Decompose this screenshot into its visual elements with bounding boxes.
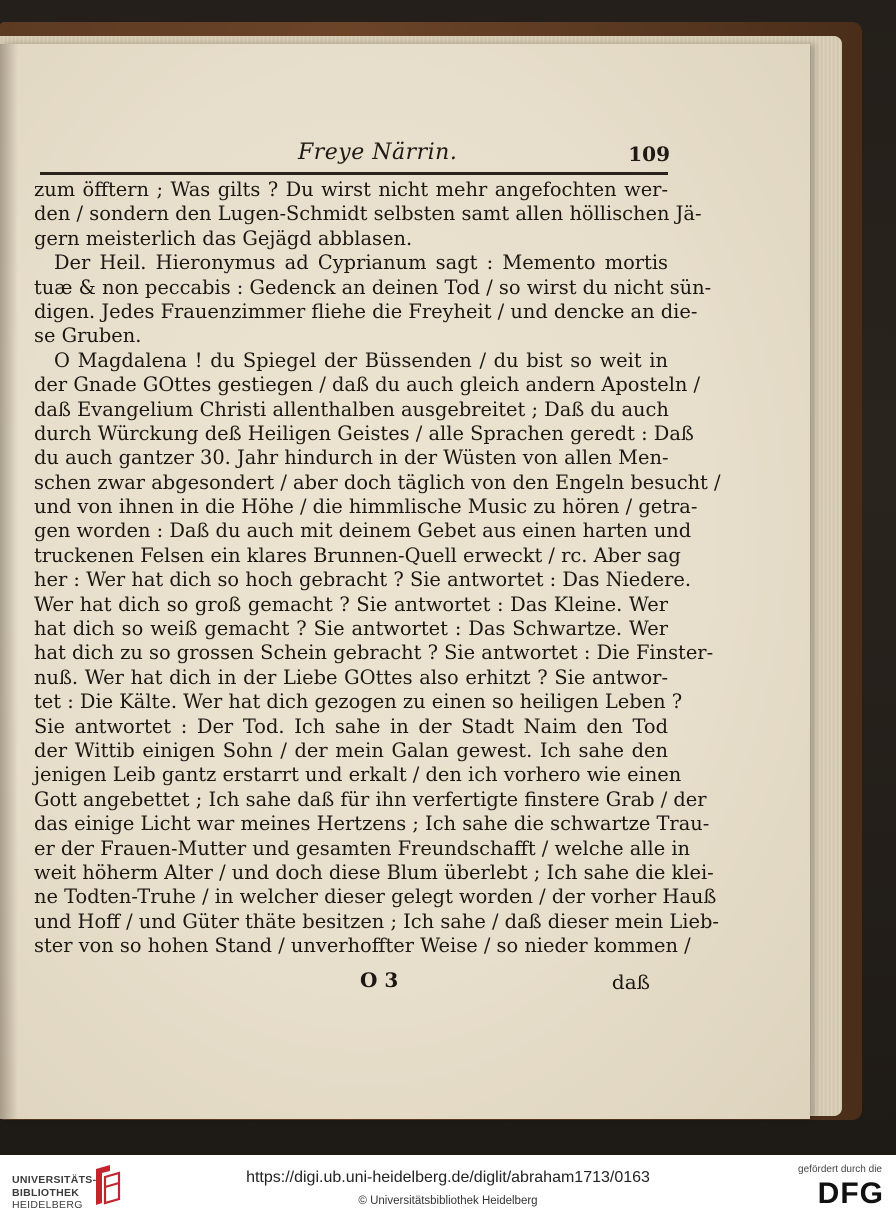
copyright-notice: © Universitätsbibliothek Heidelberg [358,1195,538,1207]
text-line: er der Frauen-Mutter und gesamten Freundschafft / welche alle in [34,836,691,860]
text-line: daß Evangelium Christi allenthalben ausgebreitet ; Daß du auch [34,397,669,421]
text-line: der Gnade GOttes gestiegen / daß du auch gleich andern Aposteln / [34,373,701,397]
text-line: und Hoff / und Güter thäte besitzen ; Ich sahe / daß dieser mein Lieb- [34,909,719,933]
text-line: O Magdalena ! du Spiegel der Büssenden / du bist so weit in [54,348,668,372]
text-line: ne Todten-Truhe / in welcher dieser gelegt worden / der vorher Hauß [34,885,717,909]
text-line: her : Wer hat dich so hoch gebracht ? Sie antwortet : Das Niedere. [34,568,692,592]
text-line: hat dich so weiß gemacht ? Sie antwortet : Das Schwartze. Wer [34,617,668,641]
text-line: nuß. Wer hat dich in der Liebe GOttes also erhitzt ? Sie antwor- [34,665,668,689]
text-line: durch Würckung deß Heiligen Geistes / alle Sprachen geredt : Daß [34,421,694,445]
text-line: und von ihnen in die Höhe / die himmlische Music zu hören / getra- [34,495,698,519]
logo-line-3: HEIDELBERG [12,1199,83,1211]
text-line: gen worden : Daß du auch mit deinem Gebet aus einen harten und [34,519,692,543]
text-line: schen zwar abgesondert / aber doch täglich von den Engeln besucht / [34,470,721,494]
viewer-footer-bar [0,1155,896,1220]
header-rule [40,172,668,175]
text-line: zum öfftern ; Was gilts ? Du wirst nicht mehr angefochten wer- [34,178,668,201]
running-title: Freye Närrin. [298,140,458,165]
text-line: Der Heil. Hieronymus ad Cyprianum sagt : Memento mortis [54,251,668,275]
body-text [34,178,721,959]
text-line: se Gruben. [34,324,142,348]
document-url-link[interactable]: https://digi.ub.uni-heidelberg.de/diglit/abraham1713/0163 [246,1169,650,1186]
text-line: der Wittib einigen Sohn / der mein Galan gewest. Ich sahe den [34,738,668,762]
page-number: 109 [628,142,670,166]
page-footer [34,968,650,998]
logo-line-2: BIBLIOTHEK [12,1186,80,1199]
text-line: jenigen Leib gantz erstarrt und erkalt / den ich vorhero wie einen [34,763,682,787]
text-line: tuæ & non peccabis : Gedenck an deinen Tod / so wirst du nicht sün- [34,275,712,299]
text-line: das einige Licht war meines Hertzens ; Ich sahe die schwartze Trau- [34,812,710,836]
text-line: truckenen Felsen ein klares Brunnen-Quell erweckt / rc. Aber sag [34,543,681,567]
dfg-logo[interactable]: DFG [817,1177,884,1210]
logo-line-1: UNIVERSITÄTS- [12,1174,97,1186]
text-line: digen. Jedes Frauenzimmer fliehe die Freyheit / und dencke an die- [34,299,698,323]
text-line: Sie antwortet : Der Tod. Ich sahe in der Stadt Naim den Tod [34,714,668,738]
text-line: gern meisterlich das Gejägd abblasen. [34,226,413,250]
catchword: daß [611,970,650,994]
text-line: tet : Die Kälte. Wer hat dich gezogen zu einen so heiligen Leben ? [34,690,683,714]
text-line: weit höherm Alter / und doch diese Blum überlebt ; Ich sahe die klei- [34,860,714,884]
text-line: du auch gantzer 30. Jahr hindurch in der Wüsten von allen Men- [34,446,669,470]
funded-by-label: gefördert durch die [798,1164,882,1175]
text-line: Wer hat dich so groß gemacht ? Sie antwortet : Das Kleine. Wer [34,592,668,616]
text-line: hat dich zu so grossen Schein gebracht ? Sie antwortet : Die Finster- [34,641,714,665]
page-gutter-shadow [0,44,18,1119]
text-line: den / sondern den Lugen-Schmidt selbsten samt allen höllischen Jä- [34,202,702,226]
page-header [40,140,670,174]
text-line: Gott angebettet ; Ich sahe daß für ihn verfertigte finstere Grab / der [34,787,707,811]
text-line: ster von so hohen Stand / unverhoffter Weise / so nieder kommen / [34,934,691,958]
signature-mark: O 3 [360,968,399,992]
